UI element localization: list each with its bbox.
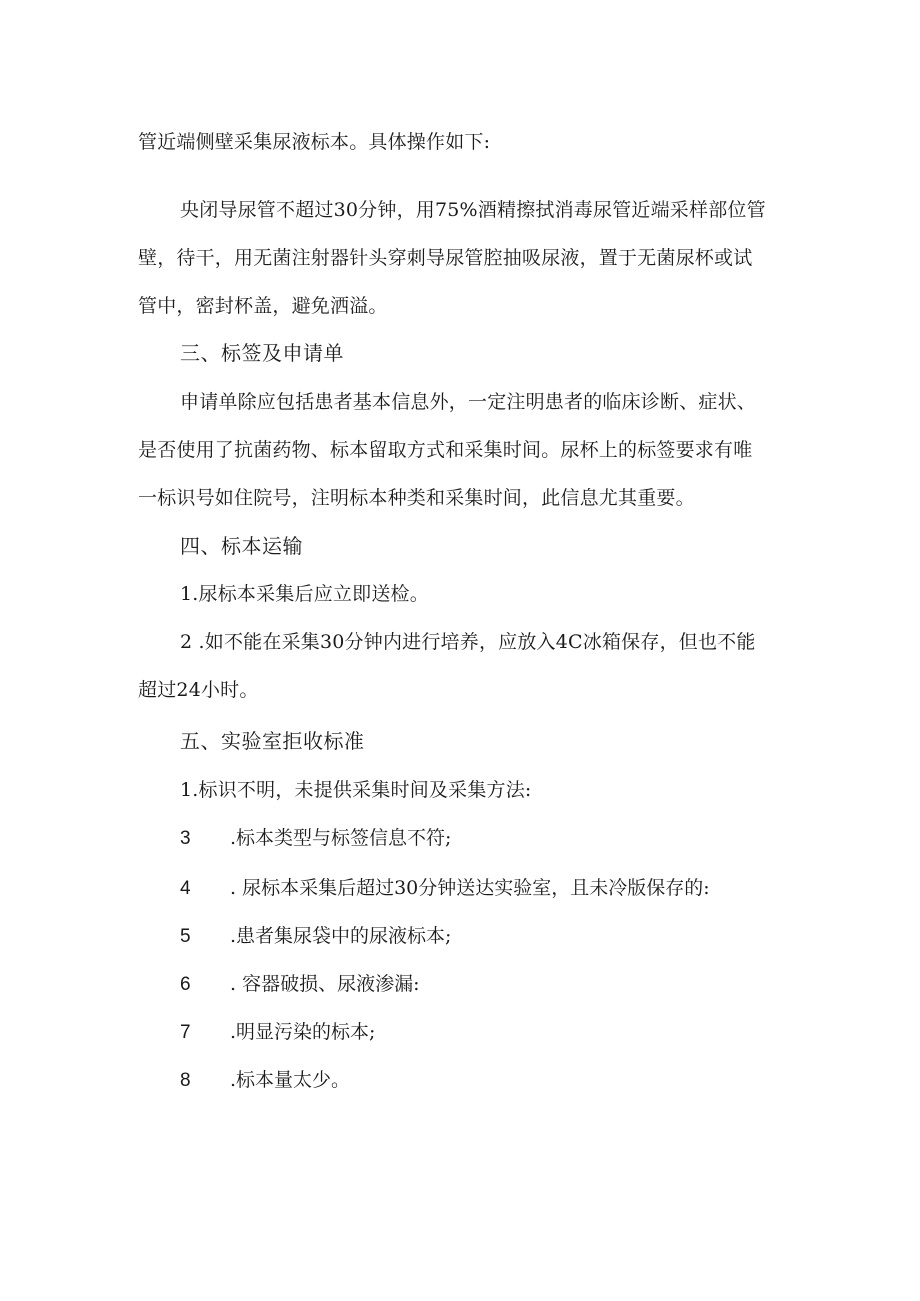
section-3-line-1: 申请单除应包括患者基本信息外，一定注明患者的临床诊断、症状、 xyxy=(180,391,757,413)
list-item-number: 8 xyxy=(180,1070,191,1091)
list-item-number: 6 xyxy=(180,974,191,995)
list-item xyxy=(180,1068,350,1093)
list-item-number: 5 xyxy=(180,926,191,947)
section-3-heading: 三、标签及申请单 xyxy=(180,341,344,365)
intro-line: 管近端侧壁采集尿液标本。具体操作如下: xyxy=(138,131,491,153)
procedure-line-1: 央闭导尿管不超过30分钟，用75%酒精擦拭消毒尿管近端采样部位管 xyxy=(180,199,766,221)
list-item xyxy=(180,1020,375,1045)
section-3-line-2: 是否使用了抗菌药物、标本留取方式和采集时间。尿杯上的标签要求有唯 xyxy=(138,439,753,461)
section-3-line-3: 一标识号如住院号，注明标本种类和采集时间，此信息尤其重要。 xyxy=(138,487,695,509)
list-item-text: .标本类型与标签信息不符; xyxy=(230,827,452,849)
list-item-text: . 容器破损、尿液渗漏: xyxy=(230,973,420,995)
section-5-item-1: 1.标识不明，未提供采集时间及采集方法: xyxy=(180,779,532,801)
list-item xyxy=(180,924,451,949)
procedure-line-3: 管中，密封杯盖，避免洒溢。 xyxy=(138,295,388,317)
list-item-number: 3 xyxy=(180,828,191,849)
list-item-text: . 尿标本采集后超过30分钟送达实验室，且未冷版保存的: xyxy=(230,877,710,899)
list-item-number: 4 xyxy=(180,878,191,899)
procedure-line-2: 壁，待干，用无菌注射器针头穿刺导尿管腔抽吸尿液，置于无菌尿杯或试 xyxy=(138,247,753,269)
section-4-heading: 四、标本运输 xyxy=(180,534,303,558)
list-item-text: .患者集尿袋中的尿液标本; xyxy=(230,925,452,947)
list-item xyxy=(180,826,451,851)
list-item xyxy=(180,972,419,997)
section-4-item-2-line-2: 超过24小时。 xyxy=(138,679,259,701)
list-item-text: .标本量太少。 xyxy=(230,1069,351,1091)
list-item-text: .明显污染的标本; xyxy=(230,1021,376,1043)
list-item xyxy=(180,876,710,901)
section-5-heading: 五、实验室拒收标准 xyxy=(180,729,365,753)
list-item-number: 7 xyxy=(180,1022,191,1043)
section-4-item-1: 1.尿标本采集后应立即送检。 xyxy=(180,583,429,605)
section-4-item-2-line-1: 2 .如不能在采集30分钟内进行培养，应放入4C冰箱保存，但也不能 xyxy=(180,631,756,653)
